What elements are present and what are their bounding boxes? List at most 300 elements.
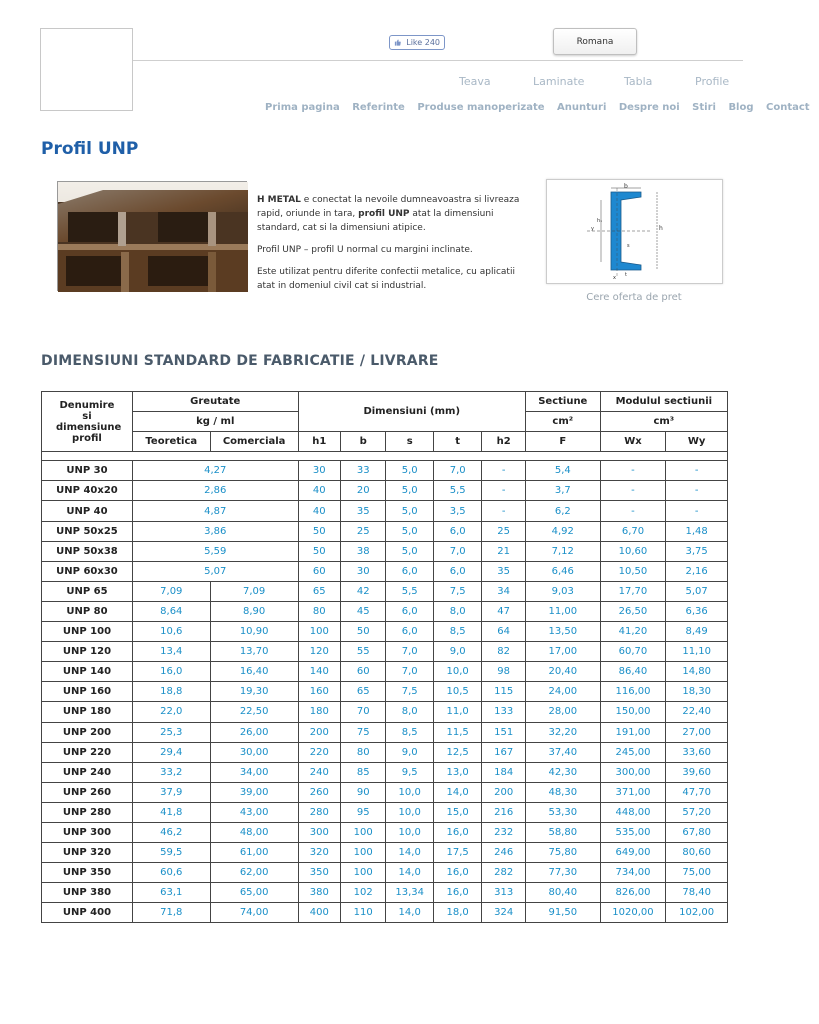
- weight-commercial-cell: 10,90: [210, 622, 298, 642]
- table-row: [42, 601, 728, 621]
- wx-cell: 6,70: [600, 521, 666, 541]
- profile-name-cell: UNP 300: [42, 822, 133, 842]
- section-cell: 53,30: [525, 802, 600, 822]
- table-row: [42, 461, 728, 481]
- mainnav-item-contact[interactable]: Contact: [766, 102, 810, 113]
- wy-cell: 102,00: [666, 903, 728, 923]
- header-h1: h1: [298, 432, 340, 452]
- weight-theoretic-cell: 10,6: [132, 622, 210, 642]
- profile-name-cell: UNP 160: [42, 682, 133, 702]
- profile-name-cell: UNP 100: [42, 622, 133, 642]
- b-cell: 35: [341, 501, 386, 521]
- topnav-item-tabla[interactable]: Tabla: [624, 75, 653, 88]
- h2-cell: 98: [482, 662, 526, 682]
- profile-name-cell: UNP 50x38: [42, 541, 133, 561]
- wy-cell: 75,00: [666, 863, 728, 883]
- t-cell: 6,0: [433, 561, 481, 581]
- header-wx: Wx: [600, 432, 666, 452]
- s-cell: 6,0: [386, 622, 433, 642]
- s-cell: 8,5: [386, 722, 433, 742]
- wy-cell: 1,48: [666, 521, 728, 541]
- intro-p1-b: atat la dimensiuni standard, cat si la dimensiuni atipice.: [257, 209, 494, 233]
- b-cell: 30: [341, 561, 386, 581]
- t-cell: 8,5: [433, 622, 481, 642]
- weight-cell: 5,07: [132, 561, 298, 581]
- b-cell: 100: [341, 863, 386, 883]
- wy-cell: 39,60: [666, 762, 728, 782]
- section-title: DIMENSIUNI STANDARD DE FABRICATIE / LIVRARE: [41, 353, 439, 369]
- table-row: [42, 501, 728, 521]
- unp-profile-diagram[interactable]: [546, 179, 723, 284]
- b-cell: 50: [341, 622, 386, 642]
- header-wy: Wy: [666, 432, 728, 452]
- diagram-label-x: x: [613, 275, 616, 281]
- header-h2: h2: [482, 432, 526, 452]
- b-cell: 45: [341, 601, 386, 621]
- h1-cell: 200: [298, 722, 340, 742]
- profile-name-cell: UNP 140: [42, 662, 133, 682]
- wx-cell: 60,70: [600, 642, 666, 662]
- wx-cell: -: [600, 501, 666, 521]
- profile-name-cell: UNP 200: [42, 722, 133, 742]
- h1-cell: 80: [298, 601, 340, 621]
- wx-cell: 371,00: [600, 782, 666, 802]
- h2-cell: 64: [482, 622, 526, 642]
- weight-commercial-cell: 19,30: [210, 682, 298, 702]
- intro-text: [257, 193, 527, 301]
- b-cell: 75: [341, 722, 386, 742]
- weight-cell: 4,87: [132, 501, 298, 521]
- h2-cell: 25: [482, 521, 526, 541]
- h1-cell: 380: [298, 883, 340, 903]
- wx-cell: 1020,00: [600, 903, 666, 923]
- weight-theoretic-cell: 29,4: [132, 742, 210, 762]
- section-cell: 24,00: [525, 682, 600, 702]
- t-cell: 3,5: [433, 501, 481, 521]
- h2-cell: 82: [482, 642, 526, 662]
- weight-theoretic-cell: 63,1: [132, 883, 210, 903]
- t-cell: 9,0: [433, 642, 481, 662]
- category-nav: [440, 75, 740, 89]
- section-cell: 42,30: [525, 762, 600, 782]
- t-cell: 11,0: [433, 702, 481, 722]
- mainnav-item-blog[interactable]: Blog: [728, 102, 754, 113]
- b-cell: 95: [341, 802, 386, 822]
- wy-cell: 3,75: [666, 541, 728, 561]
- profile-name-cell: UNP 60x30: [42, 561, 133, 581]
- section-cell: 91,50: [525, 903, 600, 923]
- table-row: [42, 682, 728, 702]
- intro-p1-bold: profil UNP: [358, 209, 410, 219]
- b-cell: 102: [341, 883, 386, 903]
- s-cell: 10,0: [386, 822, 433, 842]
- table-row: [42, 642, 728, 662]
- s-cell: 8,0: [386, 702, 433, 722]
- s-cell: 6,0: [386, 601, 433, 621]
- wy-cell: -: [666, 461, 728, 481]
- weight-cell: 2,86: [132, 481, 298, 501]
- section-cell: 17,00: [525, 642, 600, 662]
- table-row: [42, 481, 728, 501]
- t-cell: 7,0: [433, 461, 481, 481]
- table-row: [42, 782, 728, 802]
- intro-paragraph-2: Profil UNP – profil U normal cu margini inclinate.: [257, 245, 473, 255]
- diagram-label-h1: h₁: [597, 218, 603, 224]
- weight-theoretic-cell: 16,0: [132, 662, 210, 682]
- diagram-label-s: s: [627, 243, 630, 249]
- table-row: [42, 702, 728, 722]
- s-cell: 13,34: [386, 883, 433, 903]
- wx-cell: 41,20: [600, 622, 666, 642]
- table-row: [42, 903, 728, 923]
- t-cell: 15,0: [433, 802, 481, 822]
- wx-cell: 535,00: [600, 822, 666, 842]
- wy-cell: -: [666, 481, 728, 501]
- h1-cell: 160: [298, 682, 340, 702]
- thumbs-up-icon: [394, 39, 401, 46]
- h2-cell: 115: [482, 682, 526, 702]
- table-row: [42, 762, 728, 782]
- wx-cell: 300,00: [600, 762, 666, 782]
- b-cell: 55: [341, 642, 386, 662]
- s-cell: 5,0: [386, 541, 433, 561]
- b-cell: 85: [341, 762, 386, 782]
- profile-name-cell: UNP 380: [42, 883, 133, 903]
- h1-cell: 30: [298, 461, 340, 481]
- h2-cell: 35: [482, 561, 526, 581]
- section-cell: 37,40: [525, 742, 600, 762]
- t-cell: 18,0: [433, 903, 481, 923]
- table-row: [42, 722, 728, 742]
- table-spacer-row: [42, 452, 728, 461]
- wy-cell: 27,00: [666, 722, 728, 742]
- weight-theoretic-cell: 25,3: [132, 722, 210, 742]
- table-row: [42, 742, 728, 762]
- header-dimensions: Dimensiuni (mm): [298, 392, 525, 432]
- facebook-like-button[interactable]: [389, 35, 445, 50]
- h1-cell: 60: [298, 561, 340, 581]
- table-row: [42, 521, 728, 541]
- product-photo: [57, 181, 247, 291]
- h2-cell: 324: [482, 903, 526, 923]
- header-s: s: [386, 432, 433, 452]
- site-logo[interactable]: [40, 28, 133, 111]
- t-cell: 14,0: [433, 782, 481, 802]
- s-cell: 14,0: [386, 843, 433, 863]
- weight-commercial-cell: 74,00: [210, 903, 298, 923]
- b-cell: 65: [341, 682, 386, 702]
- diagram-label-t: t: [625, 272, 627, 278]
- topnav-item-laminate[interactable]: Laminate: [533, 75, 585, 88]
- diagram-label-y: y: [591, 226, 594, 232]
- h1-cell: 50: [298, 521, 340, 541]
- s-cell: 5,5: [386, 581, 433, 601]
- weight-theoretic-cell: 7,09: [132, 581, 210, 601]
- h1-cell: 220: [298, 742, 340, 762]
- section-cell: 9,03: [525, 581, 600, 601]
- t-cell: 11,5: [433, 722, 481, 742]
- topnav-item-profile[interactable]: Profile: [695, 75, 730, 88]
- h2-cell: 232: [482, 822, 526, 842]
- section-cell: 11,00: [525, 601, 600, 621]
- language-label: Romana: [576, 36, 614, 47]
- wy-cell: 67,80: [666, 822, 728, 842]
- b-cell: 38: [341, 541, 386, 561]
- table-row: [42, 843, 728, 863]
- weight-theoretic-cell: 46,2: [132, 822, 210, 842]
- table-row: [42, 581, 728, 601]
- diagram-label-h: h: [659, 225, 663, 232]
- h2-cell: -: [482, 501, 526, 521]
- h1-cell: 120: [298, 642, 340, 662]
- header-commercial: Comerciala: [210, 432, 298, 452]
- weight-commercial-cell: 7,09: [210, 581, 298, 601]
- language-selector[interactable]: [553, 28, 637, 55]
- section-cell: 4,92: [525, 521, 600, 541]
- h2-cell: 216: [482, 802, 526, 822]
- table-row: [42, 883, 728, 903]
- header-divider: [133, 60, 743, 61]
- wx-cell: 10,60: [600, 541, 666, 561]
- t-cell: 16,0: [433, 863, 481, 883]
- table-row: [42, 561, 728, 581]
- table-row: [42, 822, 728, 842]
- wy-cell: 5,07: [666, 581, 728, 601]
- wx-cell: 10,50: [600, 561, 666, 581]
- s-cell: 5,0: [386, 461, 433, 481]
- h1-cell: 180: [298, 702, 340, 722]
- h1-cell: 140: [298, 662, 340, 682]
- profile-name-cell: UNP 400: [42, 903, 133, 923]
- weight-cell: 4,27: [132, 461, 298, 481]
- section-cell: 13,50: [525, 622, 600, 642]
- mainnav-item-references[interactable]: Referinte: [352, 102, 405, 113]
- h1-cell: 350: [298, 863, 340, 883]
- mainnav-item-about[interactable]: Despre noi: [618, 102, 680, 113]
- t-cell: 13,0: [433, 762, 481, 782]
- wy-cell: 8,49: [666, 622, 728, 642]
- weight-theoretic-cell: 59,5: [132, 843, 210, 863]
- h2-cell: 200: [482, 782, 526, 802]
- wy-cell: -: [666, 501, 728, 521]
- wy-cell: 2,16: [666, 561, 728, 581]
- t-cell: 16,0: [433, 883, 481, 903]
- dimensions-table: [41, 391, 728, 923]
- s-cell: 10,0: [386, 802, 433, 822]
- header-theoretic: Teoretica: [132, 432, 210, 452]
- h2-cell: 184: [482, 762, 526, 782]
- h1-cell: 400: [298, 903, 340, 923]
- dimensions-table-body: [42, 452, 728, 923]
- s-cell: 6,0: [386, 561, 433, 581]
- weight-commercial-cell: 13,70: [210, 642, 298, 662]
- h2-cell: 47: [482, 601, 526, 621]
- b-cell: 90: [341, 782, 386, 802]
- h2-cell: 34: [482, 581, 526, 601]
- weight-commercial-cell: 26,00: [210, 722, 298, 742]
- profile-name-cell: UNP 260: [42, 782, 133, 802]
- profile-name-cell: UNP 80: [42, 601, 133, 621]
- section-cell: 3,7: [525, 481, 600, 501]
- mainnav-item-news[interactable]: Stiri: [692, 102, 716, 113]
- section-cell: 48,30: [525, 782, 600, 802]
- b-cell: 42: [341, 581, 386, 601]
- section-cell: 75,80: [525, 843, 600, 863]
- t-cell: 10,0: [433, 662, 481, 682]
- profile-name-cell: UNP 280: [42, 802, 133, 822]
- t-cell: 10,5: [433, 682, 481, 702]
- table-row: [42, 662, 728, 682]
- profile-name-cell: UNP 40x20: [42, 481, 133, 501]
- weight-commercial-cell: 61,00: [210, 843, 298, 863]
- header-b: b: [341, 432, 386, 452]
- weight-theoretic-cell: 41,8: [132, 802, 210, 822]
- table-row: [42, 802, 728, 822]
- header-modulus: Modulul sectiunii: [600, 392, 727, 412]
- h1-cell: 40: [298, 481, 340, 501]
- weight-commercial-cell: 34,00: [210, 762, 298, 782]
- weight-theoretic-cell: 8,64: [132, 601, 210, 621]
- wy-cell: 14,80: [666, 662, 728, 682]
- b-cell: 70: [341, 702, 386, 722]
- weight-commercial-cell: 43,00: [210, 802, 298, 822]
- table-row: [42, 622, 728, 642]
- section-cell: 6,2: [525, 501, 600, 521]
- profile-name-cell: UNP 50x25: [42, 521, 133, 541]
- like-count-label: Like 240: [406, 38, 440, 47]
- wx-cell: 649,00: [600, 843, 666, 863]
- weight-commercial-cell: 48,00: [210, 822, 298, 842]
- t-cell: 8,0: [433, 601, 481, 621]
- header-section-unit: cm²: [525, 412, 600, 432]
- weight-commercial-cell: 16,40: [210, 662, 298, 682]
- weight-commercial-cell: 65,00: [210, 883, 298, 903]
- profile-name-cell: UNP 220: [42, 742, 133, 762]
- s-cell: 7,5: [386, 682, 433, 702]
- b-cell: 33: [341, 461, 386, 481]
- t-cell: 16,0: [433, 822, 481, 842]
- h2-cell: -: [482, 461, 526, 481]
- wx-cell: 86,40: [600, 662, 666, 682]
- wx-cell: -: [600, 481, 666, 501]
- profile-name-cell: UNP 30: [42, 461, 133, 481]
- weight-commercial-cell: 8,90: [210, 601, 298, 621]
- wy-cell: 18,30: [666, 682, 728, 702]
- h1-cell: 40: [298, 501, 340, 521]
- wx-cell: 116,00: [600, 682, 666, 702]
- header-modulus-unit: cm³: [600, 412, 727, 432]
- section-cell: 6,46: [525, 561, 600, 581]
- request-quote-link[interactable]: Cere oferta de pret: [586, 292, 682, 303]
- b-cell: 20: [341, 481, 386, 501]
- main-nav: [265, 102, 810, 116]
- header-t: t: [433, 432, 481, 452]
- t-cell: 6,0: [433, 521, 481, 541]
- h1-cell: 100: [298, 622, 340, 642]
- mainnav-item-products[interactable]: Produse manoperizate: [417, 102, 545, 113]
- weight-theoretic-cell: 37,9: [132, 782, 210, 802]
- wx-cell: 448,00: [600, 802, 666, 822]
- section-cell: 58,80: [525, 822, 600, 842]
- wx-cell: -: [600, 461, 666, 481]
- wx-cell: 245,00: [600, 742, 666, 762]
- h2-cell: -: [482, 481, 526, 501]
- mainnav-item-announcements[interactable]: Anunturi: [557, 102, 607, 113]
- b-cell: 110: [341, 903, 386, 923]
- section-cell: 28,00: [525, 702, 600, 722]
- diagram-label-b: b: [624, 183, 628, 190]
- weight-commercial-cell: 39,00: [210, 782, 298, 802]
- wy-cell: 6,36: [666, 601, 728, 621]
- weight-theoretic-cell: 60,6: [132, 863, 210, 883]
- profile-name-cell: UNP 65: [42, 581, 133, 601]
- header-weight: Greutate: [132, 392, 298, 412]
- h2-cell: 133: [482, 702, 526, 722]
- mainnav-item-home[interactable]: Prima pagina: [265, 102, 340, 113]
- b-cell: 100: [341, 843, 386, 863]
- section-cell: 20,40: [525, 662, 600, 682]
- s-cell: 5,0: [386, 521, 433, 541]
- section-cell: 77,30: [525, 863, 600, 883]
- weight-theoretic-cell: 33,2: [132, 762, 210, 782]
- header-section: Sectiune: [525, 392, 600, 412]
- t-cell: 7,5: [433, 581, 481, 601]
- h1-cell: 65: [298, 581, 340, 601]
- h2-cell: 282: [482, 863, 526, 883]
- s-cell: 9,5: [386, 762, 433, 782]
- header-weight-unit: kg / ml: [132, 412, 298, 432]
- wy-cell: 47,70: [666, 782, 728, 802]
- b-cell: 60: [341, 662, 386, 682]
- s-cell: 14,0: [386, 903, 433, 923]
- weight-cell: 5,59: [132, 541, 298, 561]
- s-cell: 7,0: [386, 662, 433, 682]
- profile-name-cell: UNP 350: [42, 863, 133, 883]
- h2-cell: 167: [482, 742, 526, 762]
- topnav-item-teava[interactable]: Teava: [459, 75, 491, 88]
- weight-commercial-cell: 22,50: [210, 702, 298, 722]
- profile-name-cell: UNP 40: [42, 501, 133, 521]
- s-cell: 5,0: [386, 501, 433, 521]
- wx-cell: 26,50: [600, 601, 666, 621]
- weight-theoretic-cell: 18,8: [132, 682, 210, 702]
- intro-paragraph-1: [257, 193, 527, 235]
- profile-name-cell: UNP 240: [42, 762, 133, 782]
- wy-cell: 11,10: [666, 642, 728, 662]
- header-f: F: [525, 432, 600, 452]
- table-row: [42, 541, 728, 561]
- s-cell: 14,0: [386, 863, 433, 883]
- wy-cell: 22,40: [666, 702, 728, 722]
- b-cell: 25: [341, 521, 386, 541]
- s-cell: 5,0: [386, 481, 433, 501]
- section-cell: 7,12: [525, 541, 600, 561]
- section-cell: 80,40: [525, 883, 600, 903]
- brand-name: H METAL: [257, 195, 301, 205]
- b-cell: 80: [341, 742, 386, 762]
- wy-cell: 33,60: [666, 742, 728, 762]
- h1-cell: 300: [298, 822, 340, 842]
- profile-name-cell: UNP 120: [42, 642, 133, 662]
- weight-theoretic-cell: 13,4: [132, 642, 210, 662]
- t-cell: 5,5: [433, 481, 481, 501]
- page-title: Profil UNP: [41, 139, 139, 159]
- table-row: [42, 863, 728, 883]
- h2-cell: 313: [482, 883, 526, 903]
- wx-cell: 826,00: [600, 883, 666, 903]
- h1-cell: 280: [298, 802, 340, 822]
- s-cell: 10,0: [386, 782, 433, 802]
